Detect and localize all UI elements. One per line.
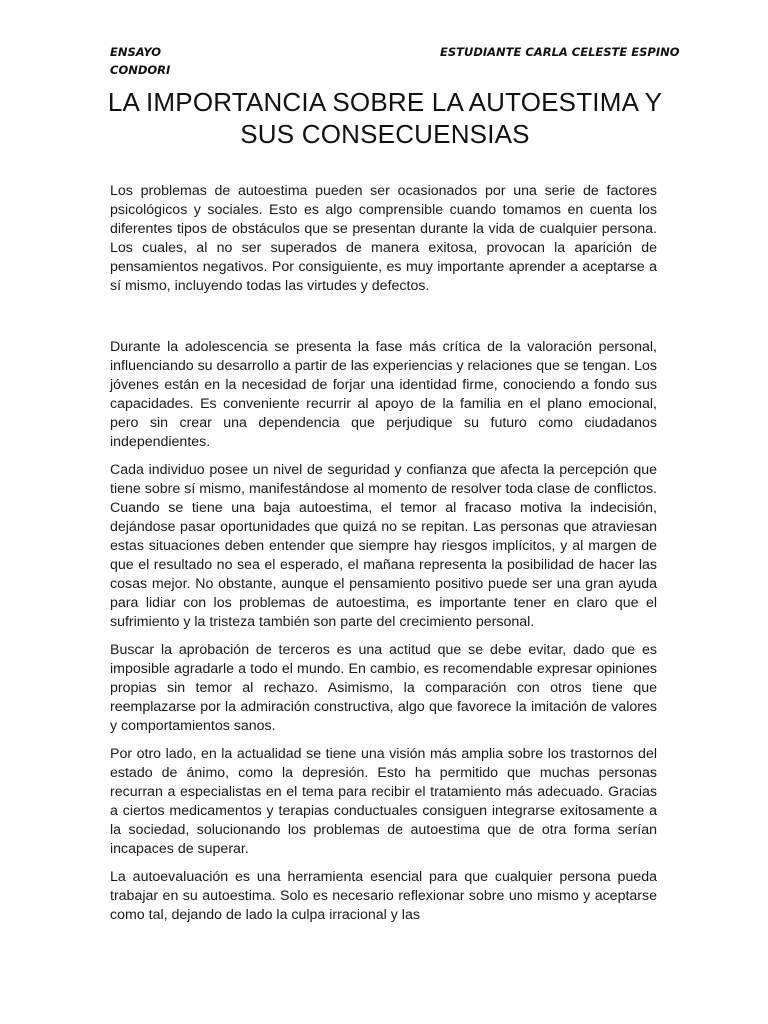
paragraph-3: Cada individuo posee un nivel de seguridad y confianza que afecta la percepción que tiene sobre sí mismo, manifestándose al momento de resolver toda clase de conflictos. Cuando se tiene una baja autoestima, el temor al fracaso motiva la indecisión, dejándose pasar oportunidades que quizá no se repitan. Las personas que atraviesan estas situaciones deben entender que siempre hay riesgos implícitos, y al margen de que el resultado no sea el esperado, el mañana representa la posibilidad de hacer las cosas mejor. No obstante, aunque el pensamiento positivo puede ser una gran ayuda para lidiar con los problemas de autoestima, es importante tener en claro que el sufrimiento y la tristeza también son parte del crecimiento personal. <box>110 461 657 631</box>
header-student-label: ESTUDIANTE CARLA CELESTE ESPINO <box>440 45 680 59</box>
paragraph-6: La autoevaluación es una herramienta esencial para que cualquier persona pueda trabajar en su autoestima. Solo es necesario reflexionar sobre uno mismo y aceptarse como tal, dejando de lado la culpa irracional y las <box>110 869 657 924</box>
paragraph-1: Los problemas de autoestima pueden ser ocasionados por una serie de factores psicológicos y sociales. Esto es algo comprensible cuando tomamos en cuenta los diferentes tipos de obstáculos que se presentan durante la vida de cualquier persona. Los cuales, al no ser superados de manera exitosa, provocan la aparición de pensamientos negativos. Por consiguiente, es muy importante aprender a aceptarse a sí mismo, incluyendo todas las virtudes y defectos. <box>110 183 657 295</box>
paragraph-4: Buscar la aprobación de terceros es una actitud que se debe evitar, dado que es imposible agradarle a todo el mundo. En cambio, es recomendable expresar opiniones propias sin temor al rechazo. Asimismo, la comparación con otros tiene que reemplazarse por la admiración constructiva, algo que favorece la imitación de valores y comportamientos sanos. <box>110 641 657 735</box>
document-body <box>110 182 657 925</box>
document-title: LA IMPORTANCIA SOBRE LA AUTOESTIMA Y SUS CONSECUENSIAS <box>107 87 663 149</box>
paragraph-2: Durante la adolescencia se presenta la fase más crítica de la valoración personal, influenciando su desarrollo a partir de las experiencias y relaciones que se tengan. Los jóvenes están en la necesidad de forjar una identidad firme, conociendo a fondo sus capacidades. Es conveniente recurrir al apoyo de la familia en el plano emocional, pero sin crear una dependencia que perjudique su futuro como ciudadanos independientes. <box>110 338 657 451</box>
header-essay-label: ENSAYO CONDORI <box>110 45 171 77</box>
paragraph-5: Por otro lado, en la actualidad se tiene una visión más amplia sobre los trastornos del estado de ánimo, como la depresión. Esto ha permitido que muchas personas recurran a especialistas en el tema para recibir el tratamiento más adecuado. Gracias a ciertos medicamentos y terapias conductuales consiguen integrarse exitosamente a la sociedad, solucionando los problemas de autoestima que de otra forma serían incapaces de superar. <box>110 745 657 858</box>
